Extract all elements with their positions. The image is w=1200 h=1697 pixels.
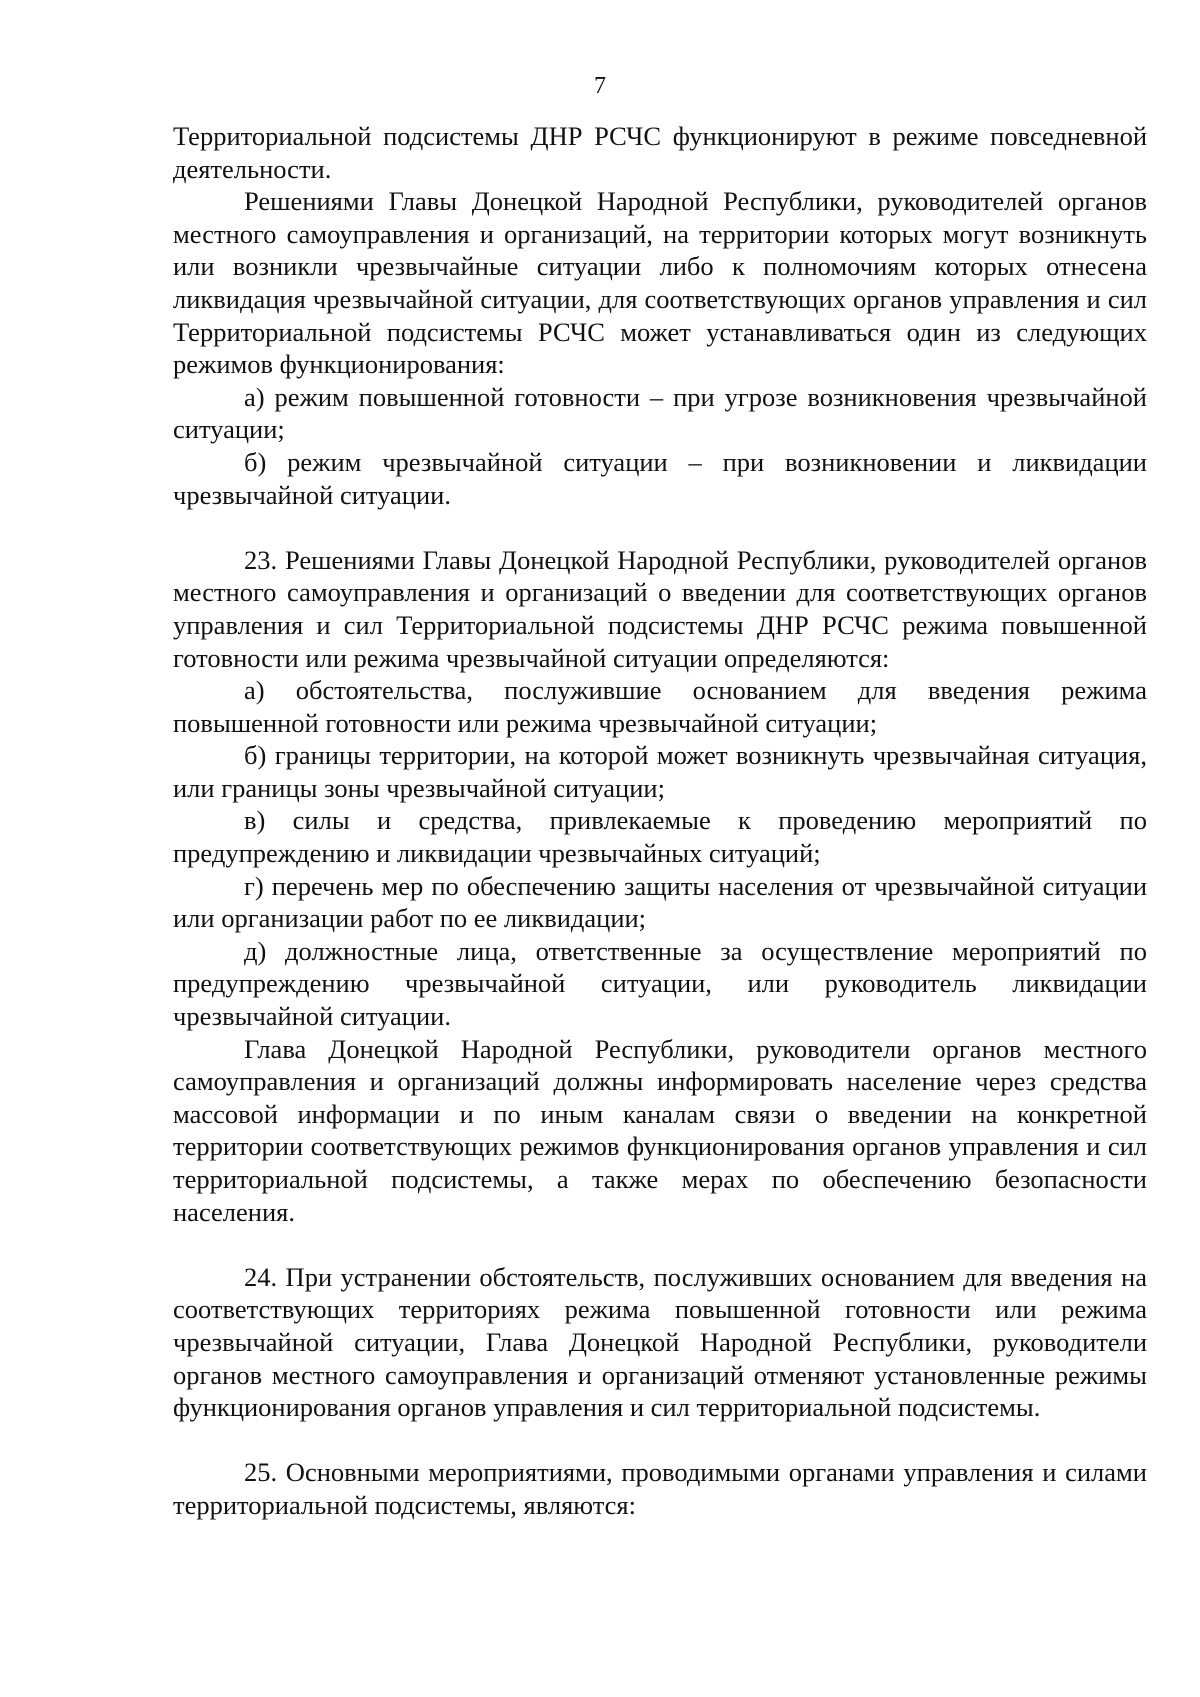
- clause-23-item-v: в) силы и средства, привлекаемые к проведению мероприятий по предупреждению и ликвидации чрезвычайных ситуаций;: [173, 805, 1147, 869]
- clause-23-item-g: г) перечень мер по обеспечению защиты населения от чрезвычайной ситуации или организации работ по ее ликвидации;: [173, 870, 1147, 934]
- clause-23-item-b: б) границы территории, на которой может возникнуть чрезвычайная ситуация, или границы зоны чрезвычайной ситуации;: [173, 740, 1147, 803]
- list-item-a: а) режим повышенной готовности – при угрозе возникновения чрезвычайной ситуации;: [173, 381, 1147, 445]
- clause-23: 23. Решениями Главы Донецкой Народной Республики, руководителей органов местного самоуправления и организаций о введении для соответствующих органов управления и сил Территориальной подсистемы ДНР РСЧС режима повышенной готовности или режима чрезвычайной ситуации определяются:: [173, 544, 1147, 673]
- paragraph-regimes-intro: Решениями Главы Донецкой Народной Республики, руководителей органов местного самоуправления и организаций, на территории которых могут возникнуть или возникли чрезвычайные ситуации либо к полномочиям которых отнесена ликвидация чрезвычайной ситуации, для соответствующих органов управления и сил Территориальной подсистемы РСЧС может устанавливаться один из следующих режимов функционирования:: [173, 186, 1147, 380]
- clause-25: 25. Основными мероприятиями, проводимыми органами управления и силами территориальной подсистемы, являются:: [173, 1457, 1147, 1520]
- paragraph-inform-population: Глава Донецкой Народной Республики, руководители органов местного самоуправления и организаций должны информировать население через средства массовой информации и по иным каналам связи о введении на конкретной территории соответствующих режимов функционирования органов управления и сил территориальной подсистемы, а также мерах по обеспечению безопасности населения.: [173, 1033, 1147, 1227]
- clause-23-item-a: а) обстоятельства, послужившие основанием для введения режима повышенной готовности или режима чрезвычайной ситуации;: [173, 675, 1147, 738]
- clause-23-item-d: д) должностные лица, ответственные за осуществление мероприятий по предупреждению чрезвычайной ситуации, или руководитель ликвидации чрезвычайной ситуации.: [173, 935, 1147, 1032]
- paragraph-continuation: Территориальной подсистемы ДНР РСЧС функционируют в режиме повседневной деятельности.: [173, 121, 1147, 184]
- page-number: 7: [594, 73, 606, 99]
- list-item-b: б) режим чрезвычайной ситуации – при возникновении и ликвидации чрезвычайной ситуации.: [173, 446, 1147, 510]
- clause-24: 24. При устранении обстоятельств, послуживших основанием для введения на соответствующих территориях режима повышенной готовности или режима чрезвычайной ситуации, Глава Донецкой Народной Республики, руководители органов местного самоуправления и организаций отменяют установленные режимы функционирования органов управления и сил территориальной подсистемы.: [173, 1261, 1147, 1423]
- document-body: [173, 120, 1147, 1522]
